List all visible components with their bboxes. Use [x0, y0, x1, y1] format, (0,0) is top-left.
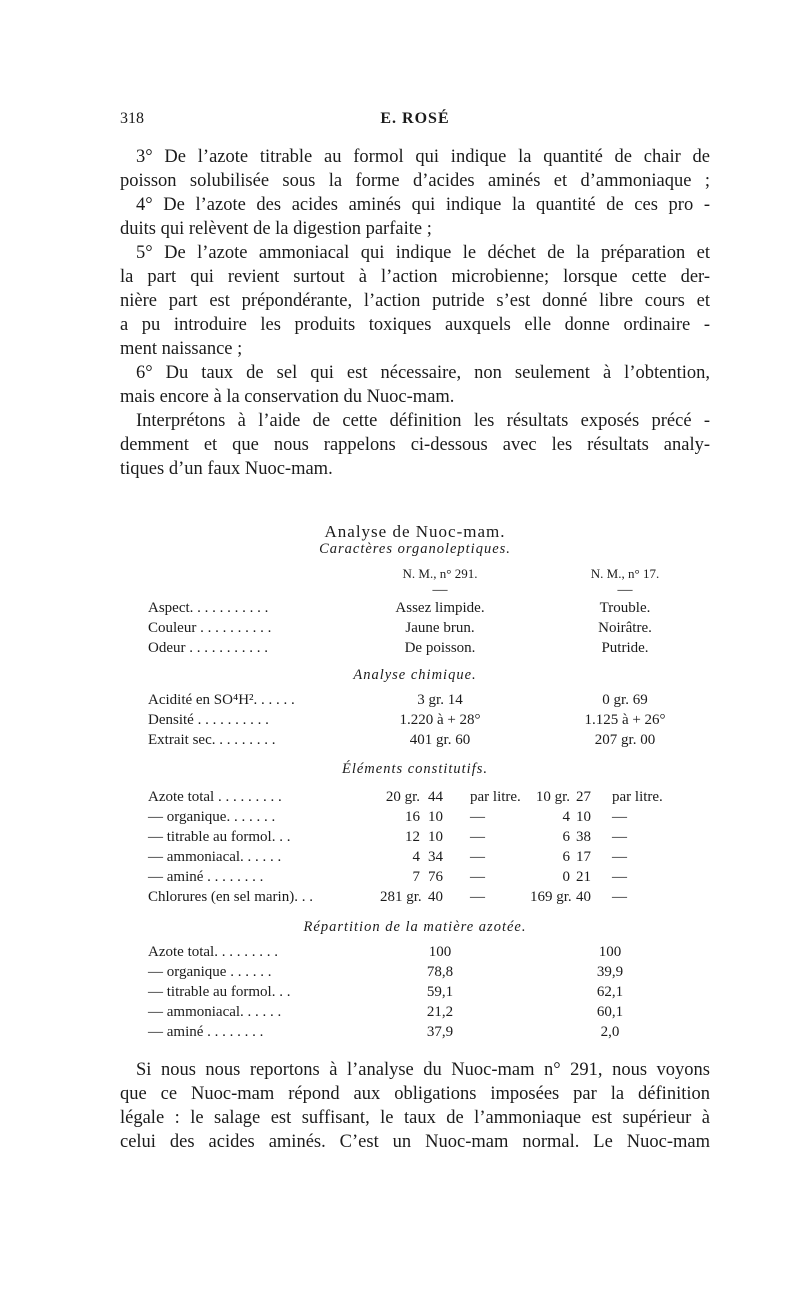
column-header-291: N. M., n° 291.: [402, 566, 478, 581]
column-rules: [0, 582, 800, 602]
row-label: Aspect. . . . . . . . . . .: [148, 600, 269, 616]
cell-291-dec: 10: [428, 809, 443, 825]
cell-291-int: 16: [405, 809, 420, 825]
row-label: — titrable au formol. . .: [148, 984, 291, 1000]
text-line: 3° De l’azote titrable au formol qui indique la quantité de chair de: [136, 147, 710, 167]
row-label: — organique. . . . . . .: [148, 809, 276, 825]
table-row: [0, 640, 800, 660]
cell-291: Assez limpide.: [395, 600, 485, 616]
running-header: [120, 110, 710, 132]
cell-291-dec: 76: [428, 869, 443, 885]
cell-17-unit: —: [612, 829, 627, 845]
text-line: la part qui revient surtout à l’action microbienne; lorsque cette der-: [120, 267, 710, 287]
cell-291-unit: —: [470, 849, 485, 865]
cell-291-unit: —: [470, 829, 485, 845]
cell-17-int: 0: [562, 869, 570, 885]
cell-17-dec: 21: [576, 869, 591, 885]
row-label: — titrable au formol. . .: [148, 829, 291, 845]
cell-291-unit: —: [470, 889, 485, 905]
cell-17-unit: —: [612, 809, 627, 825]
column-rule: —: [617, 582, 633, 598]
cell-291: 401 gr. 60: [409, 732, 471, 748]
cell-17-int: 6: [562, 849, 570, 865]
section-heading: Caractères organoleptiques.: [319, 541, 511, 557]
cell-17: 100: [598, 944, 622, 960]
row-label: — aminé . . . . . . . .: [148, 869, 264, 885]
table-row: [0, 1004, 800, 1024]
row-label: Densité . . . . . . . . . .: [148, 712, 269, 728]
text-line: tiques d’un faux Nuoc-mam.: [120, 459, 333, 479]
text-line: 4° De l’azote des acides aminés qui indique la quantité de ces pro -: [136, 195, 710, 215]
cell-17: 0 gr. 69: [602, 692, 648, 708]
cell-291: 59,1: [426, 984, 454, 1000]
cell-17-dec: 40: [576, 889, 591, 905]
cell-291-unit: par litre.: [470, 789, 521, 805]
text-line: demment et que nous rappelons ci-dessous avec les résultats analy-: [120, 435, 710, 455]
column-header-17: N. M., n° 17.: [590, 566, 660, 581]
text-line: poisson solubilisée sous la forme d’acides aminés et d’ammoniaque ;: [120, 171, 710, 191]
cell-291-unit: —: [470, 869, 485, 885]
cell-17-dec: 10: [576, 809, 591, 825]
cell-17: 39,9: [596, 964, 624, 980]
table-row: [0, 869, 800, 889]
cell-17-unit: —: [612, 869, 627, 885]
cell-291-dec: 34: [428, 849, 443, 865]
text-line: 6° Du taux de sel qui est nécessaire, non seulement à l’obtention,: [136, 363, 710, 383]
cell-17: 60,1: [596, 1004, 624, 1020]
cell-17-unit: —: [612, 849, 627, 865]
cell-17-unit: par litre.: [612, 789, 663, 805]
table-row: [0, 1024, 800, 1044]
cell-17: 207 gr. 00: [594, 732, 656, 748]
cell-291: 100: [428, 944, 452, 960]
cell-291-dec: 40: [428, 889, 443, 905]
text-line: a pu introduire les produits toxiques auxquels elle donne ordinaire -: [120, 315, 710, 335]
cell-17-int: 169 gr.: [530, 889, 572, 905]
row-label: Extrait sec. . . . . . . . .: [148, 732, 276, 748]
cell-17: Trouble.: [599, 600, 651, 616]
cell-291-int: 20 gr.: [385, 789, 420, 805]
section-heading: Répartition de la matière azotée.: [303, 919, 527, 935]
text-line: légale : le salage est suffisant, le taux de l’ammoniaque est supérieur à: [120, 1108, 710, 1128]
table-row: [0, 620, 800, 640]
table-row: [0, 600, 800, 620]
cell-291-unit: —: [470, 809, 485, 825]
cell-17: Putride.: [601, 640, 649, 656]
cell-17: Noirâtre.: [598, 620, 652, 636]
cell-291: 78,8: [426, 964, 454, 980]
cell-17-dec: 27: [576, 789, 591, 805]
cell-291: 21,2: [426, 1004, 454, 1020]
column-rule: —: [432, 582, 448, 598]
cell-17-int: 6: [562, 829, 570, 845]
text-line: Interprétons à l’aide de cette définition les résultats exposés précé -: [136, 411, 710, 431]
row-label: — organique . . . . . .: [148, 964, 272, 980]
section-heading: Analyse chimique.: [353, 667, 477, 683]
table-row: [0, 849, 800, 869]
text-line: duits qui relèvent de la digestion parfaite ;: [120, 219, 432, 239]
cell-17: 1.125 à + 26°: [584, 712, 666, 728]
cell-291: 3 gr. 14: [417, 692, 463, 708]
row-label: Chlorures (en sel marin). . .: [148, 889, 313, 905]
cell-291-int: 7: [412, 869, 420, 885]
table-row: [0, 889, 800, 909]
row-label: Acidité en SO⁴H². . . . . .: [148, 692, 295, 708]
cell-17-dec: 17: [576, 849, 591, 865]
running-title: E. ROSÉ: [380, 110, 450, 127]
table-row: [0, 964, 800, 984]
section-heading: Éléments constitutifs.: [341, 761, 489, 777]
table-row: [0, 984, 800, 1004]
row-label: Azote total . . . . . . . . .: [148, 789, 282, 805]
row-label: — ammoniacal. . . . . .: [148, 1004, 282, 1020]
text-line: 5° De l’azote ammoniacal qui indique le déchet de la préparation et: [136, 243, 710, 263]
text-line: Si nous nous reportons à l’analyse du Nuoc-mam n° 291, nous voyons: [136, 1060, 710, 1080]
cell-17: 2,0: [600, 1024, 620, 1040]
table-row: [0, 809, 800, 829]
table-row: [0, 732, 800, 752]
table-row: [0, 692, 800, 712]
page-number: 318: [120, 110, 144, 127]
cell-291-dec: 10: [428, 829, 443, 845]
table-row: [0, 829, 800, 849]
cell-291: De poisson.: [404, 640, 476, 656]
text-line: celui des acides aminés. C’est un Nuoc-mam normal. Le Nuoc-mam: [120, 1132, 710, 1152]
row-label: Couleur . . . . . . . . . .: [148, 620, 272, 636]
cell-291: 37,9: [426, 1024, 454, 1040]
cell-17-int: 10 gr.: [535, 789, 570, 805]
text-line: mais encore à la conservation du Nuoc-mam.: [120, 387, 455, 407]
row-label: — ammoniacal. . . . . .: [148, 849, 282, 865]
cell-17: 62,1: [596, 984, 624, 1000]
table-row: [0, 944, 800, 964]
cell-17-int: 4: [562, 809, 570, 825]
row-label: Azote total. . . . . . . . .: [148, 944, 278, 960]
row-label: Odeur . . . . . . . . . . .: [148, 640, 268, 656]
cell-291-dec: 44: [428, 789, 443, 805]
row-label: — aminé . . . . . . . .: [148, 1024, 264, 1040]
cell-291-int: 281 gr.: [380, 889, 422, 905]
cell-291-int: 12: [405, 829, 420, 845]
text-line: nière part est prépondérante, l’action putride s’est donné libre cours et: [120, 291, 710, 311]
table-row: [0, 712, 800, 732]
cell-291-int: 4: [412, 849, 420, 865]
table-row: [0, 789, 800, 809]
text-line: ment naissance ;: [120, 339, 243, 359]
cell-291: Jaune brun.: [405, 620, 475, 636]
table-title: Analyse de Nuoc-mam.: [324, 522, 506, 541]
cell-17-unit: —: [612, 889, 627, 905]
text-line: que ce Nuoc-mam répond aux obligations imposées par la définition: [120, 1084, 710, 1104]
cell-17-dec: 38: [576, 829, 591, 845]
cell-291: 1.220 à + 28°: [399, 712, 481, 728]
